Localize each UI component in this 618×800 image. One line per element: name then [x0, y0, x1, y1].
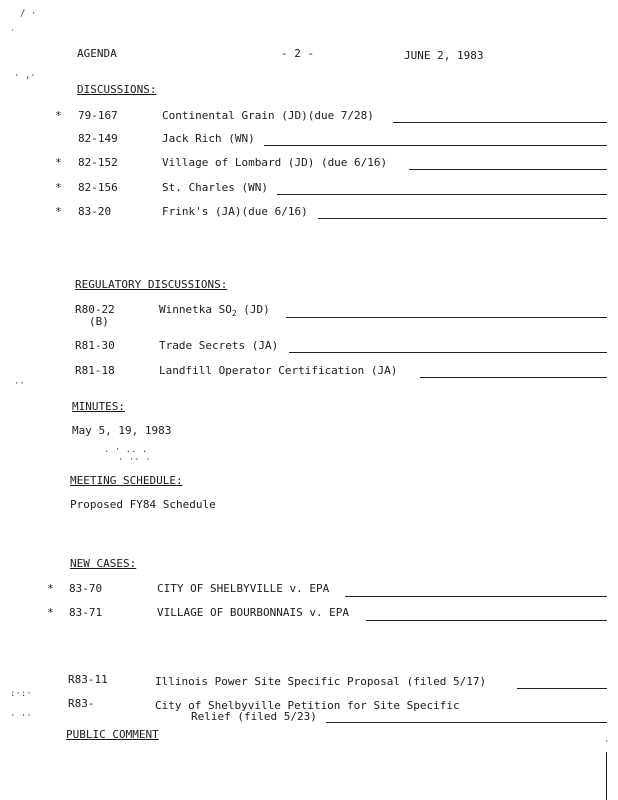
scan-speck: . · .. .: [104, 445, 148, 455]
scan-speck: / ·: [20, 9, 37, 19]
new-cases-heading: NEW CASES:: [70, 557, 137, 570]
case-number: 82-149: [78, 132, 118, 145]
public-comment-heading: PUBLIC COMMENT: [66, 728, 159, 741]
case-number: 79-167: [78, 109, 118, 122]
fill-line: [289, 352, 607, 353]
fill-line: [318, 218, 607, 219]
case-number: 82-152: [78, 156, 118, 169]
minutes-heading: MINUTES:: [72, 400, 125, 413]
case-title: CITY OF SHELBYVILLE v. EPA: [157, 582, 330, 595]
fill-line: [420, 377, 607, 378]
scan-speck: ··: [14, 379, 25, 389]
scan-speck: ′: [10, 29, 16, 39]
case-title: VILLAGE OF BOURBONNAIS v. EPA: [157, 606, 350, 619]
docket-title: Landfill Operator Certification (JA): [159, 364, 398, 377]
case-number: 83-70: [69, 582, 103, 595]
case-number: 83-20: [78, 205, 112, 218]
scan-speck: · ··: [10, 711, 32, 721]
discussions-heading: DISCUSSIONS:: [77, 83, 157, 96]
header-date: JUNE 2, 1983: [404, 49, 484, 62]
fill-line: [277, 194, 607, 195]
priority-star: *: [55, 181, 62, 194]
docket-title-line2: Relief (filed 5/23): [191, 710, 317, 723]
scan-speck: · ,·: [14, 71, 36, 81]
docket-number: R81-30: [75, 339, 115, 352]
case-title: Jack Rich (WN): [162, 132, 255, 145]
meeting-schedule-heading: MEETING SCHEDULE:: [70, 474, 183, 487]
docket-title-subscript: 2: [231, 309, 237, 319]
docket-title: Illinois Power Site Specific Proposal (filed 5/17): [155, 675, 487, 688]
fill-line: [264, 145, 607, 146]
priority-star: *: [55, 109, 62, 122]
meeting-schedule-item: Proposed FY84 Schedule: [70, 498, 216, 511]
scan-speck: ·: [604, 737, 610, 747]
case-title: St. Charles (WN): [162, 181, 268, 194]
docket-title-suffix: (JD): [236, 303, 270, 316]
docket-subnumber: (B): [89, 315, 109, 328]
header-left: AGENDA: [77, 47, 117, 60]
docket-number: R83-11: [68, 673, 108, 686]
case-title: Frink's (JA)(due 6/16): [162, 205, 308, 218]
case-number: 82-156: [78, 181, 118, 194]
case-title: Continental Grain (JD)(due 7/28): [162, 109, 374, 122]
scan-speck: :·:·: [10, 689, 32, 699]
scan-speck: · ·· ·: [118, 455, 151, 465]
docket-number: R80-22: [75, 303, 115, 316]
margin-line: [606, 752, 607, 800]
fill-line: [409, 169, 607, 170]
fill-line: [517, 688, 607, 689]
priority-star: *: [55, 205, 62, 218]
docket-number: R83-: [68, 697, 95, 710]
page-number: - 2 -: [281, 47, 315, 60]
minutes-dates: May 5, 19, 1983: [72, 424, 172, 437]
priority-star: *: [55, 156, 62, 169]
priority-star: *: [47, 582, 54, 595]
docket-title-line1: City of Shelbyville Petition for Site Specific: [155, 699, 460, 712]
fill-line: [326, 722, 607, 723]
docket-title: [159, 304, 270, 320]
docket-title: Trade Secrets (JA): [159, 339, 279, 352]
docket-title-main: Winnetka SO: [159, 303, 232, 316]
case-title: Village of Lombard (JD) (due 6/16): [162, 156, 388, 169]
docket-number: R81-18: [75, 364, 115, 377]
priority-star: *: [47, 606, 54, 619]
case-number: 83-71: [69, 606, 103, 619]
fill-line: [345, 596, 607, 597]
fill-line: [366, 620, 607, 621]
regulatory-heading: REGULATORY DISCUSSIONS:: [75, 278, 228, 291]
fill-line: [393, 122, 607, 123]
fill-line: [286, 317, 607, 318]
